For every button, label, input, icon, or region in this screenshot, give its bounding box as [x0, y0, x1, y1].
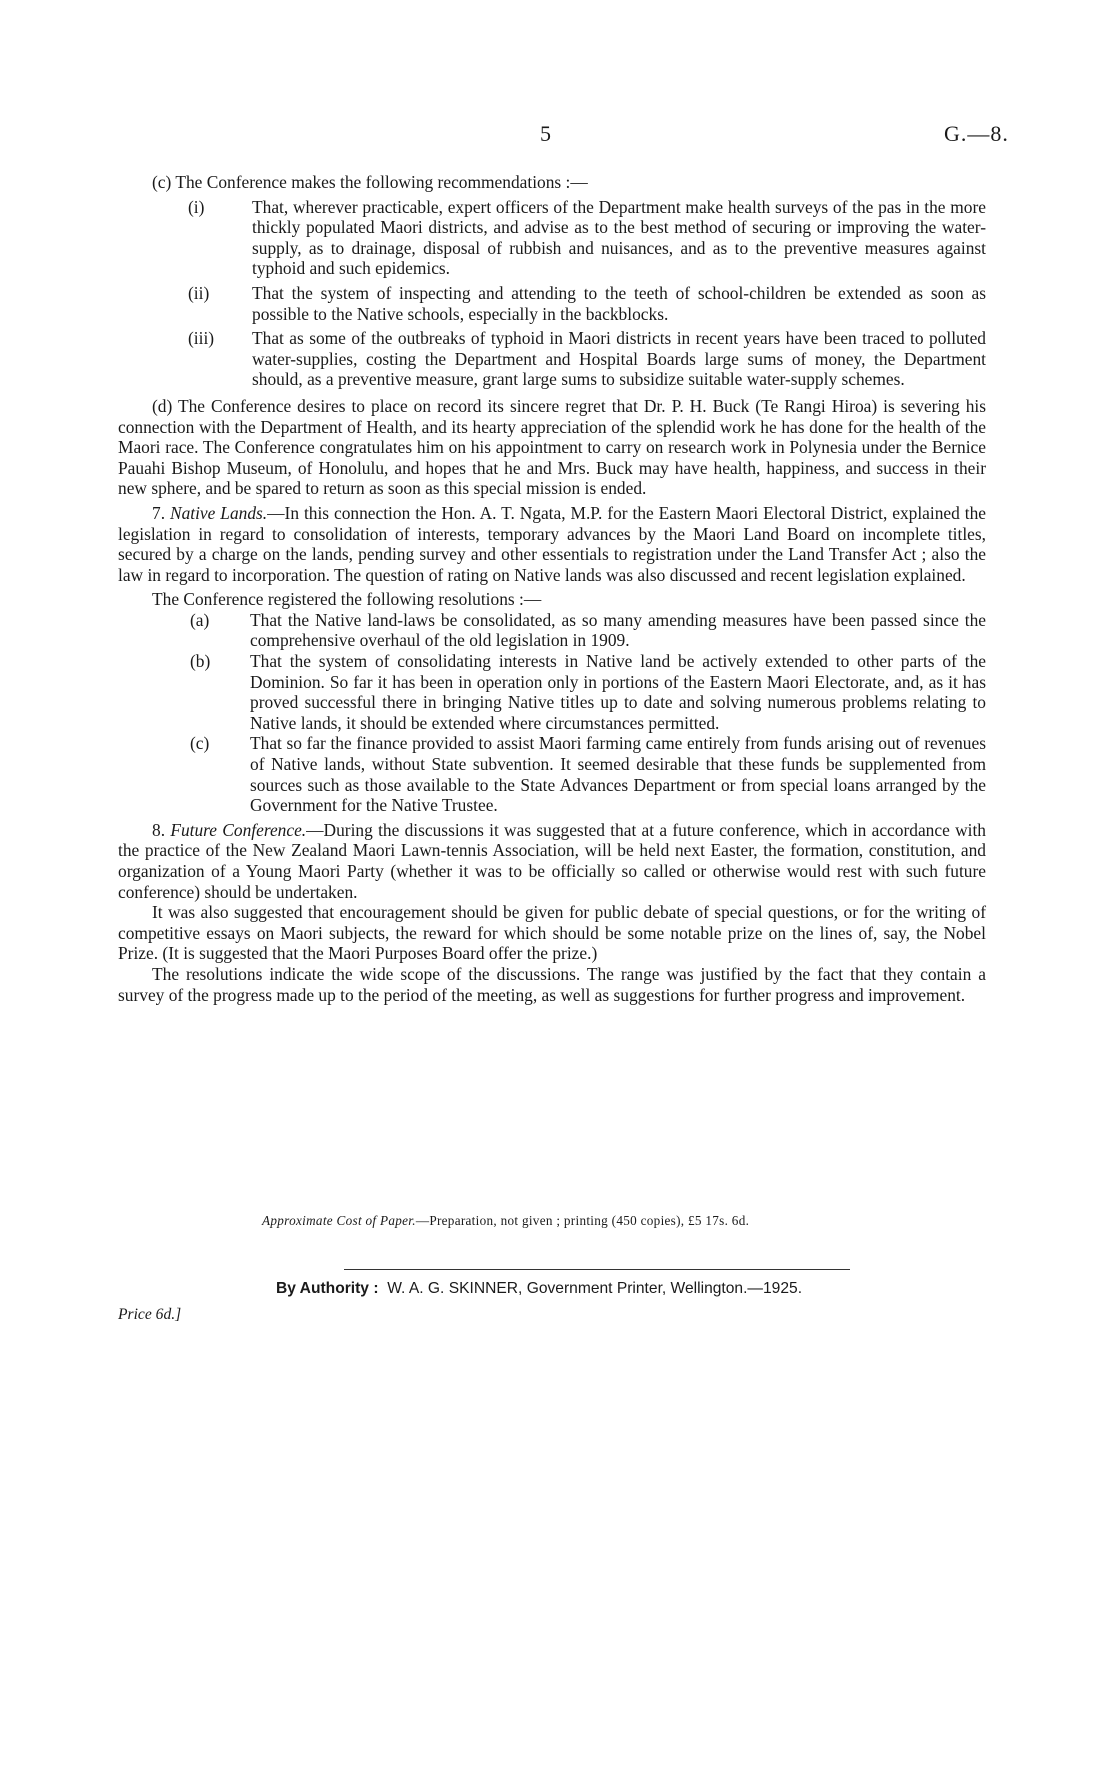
scope-paragraph: The resolutions indicate the wide scope of the discussions. The range was justified by the fact that they contain a survey of the progress made up to the period of the meeting, as well as suggestions for further progress and improvement.	[118, 963, 986, 1005]
section-8-paragraph	[118, 820, 986, 902]
cost-of-paper-note	[262, 1213, 749, 1229]
footer-rule	[344, 1269, 850, 1270]
resolution-text: That the Native land-laws be consolidated, as so many amending measures have been passed since the comprehensive overhaul of the old legislation in 1909.	[250, 609, 986, 651]
resolutions-intro: The Conference registered the following resolutions :—	[152, 589, 542, 610]
section-7-number: 7.	[152, 502, 166, 523]
resolution-item	[118, 610, 986, 651]
resolution-label: (b)	[190, 651, 211, 672]
recommendation-text: That, wherever practicable, expert officers of the Department make health surveys of the pas in the more thickly populated Maori districts, and advise as to the best method of securing or improving the water-supply, as to drainage, disposal of rubbish and nuisances, and as to the preventive measures against typhoid and such epidemics.	[252, 196, 986, 279]
recommendations-intro: (c) The Conference makes the following recommendations :—	[152, 172, 588, 192]
section-8-text: —During the discussions it was suggested that at a future conference, which in accordance with the practice of the New Zealand Maori Lawn-tennis Association, will be held next Easter, the formation, constitution, and organization of a Young Maori Party (whether it was to be officially so called or otherwise would rest with such future conference) should be undertaken.	[118, 819, 986, 902]
resolution-text: That the system of consolidating interests in Native land be actively extended to other parts of the Dominion. So far it has been in operation only in portions of the Eastern Maori Electorate, and, as it has proved successful there in bringing Native titles up to date and solving numerous problems relating to Native lands, it should be extended where circumstances permitted.	[250, 651, 986, 733]
recommendation-label: (ii)	[188, 282, 210, 303]
recommendation-text: That as some of the outbreaks of typhoid in Maori districts in recent years have been traced to polluted water-supplies, costing the Department and Hospital Boards large sums of money, the Department should, as a preventive measure, grant large sums to subsidize suitable water-supply schemes.	[252, 328, 986, 390]
recommendation-item	[118, 197, 986, 279]
resolution-item	[118, 651, 986, 733]
recommendation-label: (iii)	[188, 328, 215, 349]
resolution-item	[118, 733, 986, 815]
recommendation-item	[118, 328, 986, 390]
recommendation-label: (i)	[188, 196, 205, 217]
section-8-number: 8.	[152, 819, 166, 840]
essays-paragraph: It was also suggested that encouragement should be given for public debate of special questions, or for the writing of competitive essays on Maori subjects, the reward for which should be some notable prize on the lines of, say, the Nobel Prize. (It is suggested that the Maori Purposes Board offer the prize.)	[118, 902, 986, 964]
recommendation-text: That the system of inspecting and attending to the teeth of school-children be extended as soon as possible to the Native schools, especially in the backblocks.	[252, 282, 986, 324]
price-note: Price 6d.]	[118, 1306, 182, 1323]
section-8-title: Future Conference.	[170, 819, 307, 840]
resolution-label: (a)	[190, 609, 210, 630]
document-body	[118, 172, 986, 1005]
page-number: 5	[540, 121, 551, 146]
authority-label: By Authority :	[276, 1280, 379, 1297]
recommendation-item	[118, 283, 986, 324]
printer-authority	[276, 1280, 802, 1298]
resolution-label: (c)	[190, 733, 210, 754]
section-7-text: —In this connection the Hon. A. T. Ngata, M.P. for the Eastern Maori Electoral District, explained the legislation in regard to consolidation of interests, temporary advances by the Maori Land Board on incomplete titles, secured by a charge on the lands, pending survey and other essentials to registration under the Land Transfer Act ; also the law in regard to incorporation. The question of rating on Native lands was also discussed and recent legislation explained.	[118, 502, 986, 585]
cost-label: Approximate Cost of Paper.	[262, 1213, 416, 1228]
d-paragraph: (d) The Conference desires to place on record its sincere regret that Dr. P. H. Buck (Te Rangi Hiroa) is severing his connection with the Department of Health, and its hearty appreciation of the splendid work he has done for the health of the Maori race. The Conference congratulates him on his appointment to carry on research work in Polynesia under the Bernice Pauahi Bishop Museum, of Honolulu, and hopes that he and Mrs. Buck may have health, happiness, and success in their new sphere, and be spared to return as soon as this special mission is ended.	[118, 395, 986, 499]
document-reference: G.—8.	[944, 121, 1009, 146]
section-7-title: Native Lands.	[169, 502, 268, 523]
cost-text: —Preparation, not given ; printing (450 copies), £5 17s. 6d.	[415, 1213, 750, 1228]
resolution-text: That so far the finance provided to assist Maori farming came entirely from funds arising out of revenues of Native lands, without State subvention. It seemed desirable that these funds be supplemented from sources such as those available to the State Advances Department or from special loans arranged by the Government for the Native Trustee.	[250, 733, 986, 816]
section-7-paragraph	[118, 503, 986, 585]
authority-text: W. A. G. SKINNER, Government Printer, Wellington.—1925.	[387, 1280, 803, 1297]
